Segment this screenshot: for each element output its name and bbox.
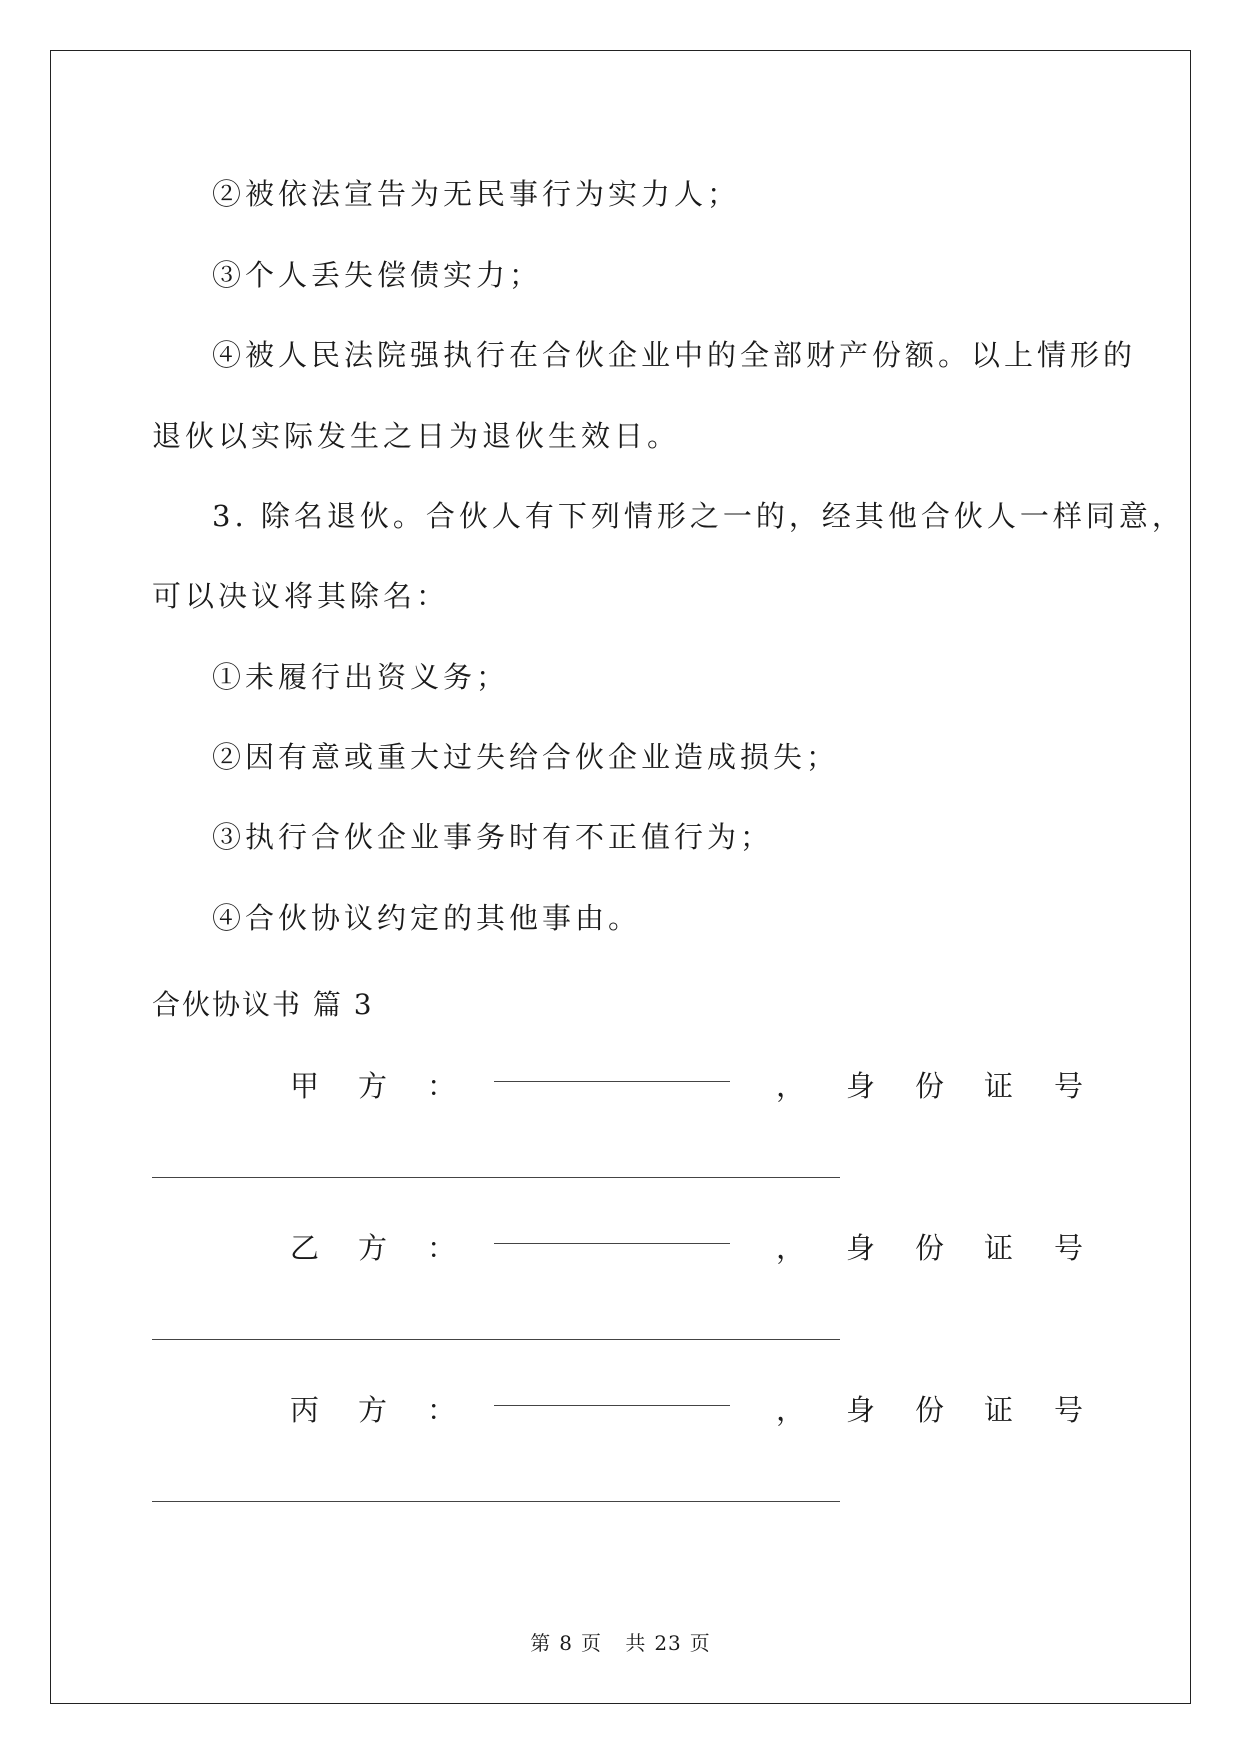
id-label-char: 证 (984, 1393, 1014, 1427)
page-number-group (526, 1631, 606, 1655)
clause-3-title: 3. 除名退伙。合伙人有下列情形之一的，经其他合伙人一样同意， (212, 499, 1185, 533)
id-label-char: 身 (846, 1393, 876, 1427)
party-row-a (152, 1064, 1092, 1104)
id-label-char: 号 (1054, 1393, 1084, 1427)
party-name-char: 方 (358, 1231, 388, 1265)
clause-3-item-1: ①未履行出资义务； (212, 660, 510, 694)
clause-2-item-4: ④被人民法院强执行在合伙企业中的全部财产份额。以上情形的 (212, 338, 1137, 372)
party-name-char: 甲 (290, 1069, 320, 1103)
id-label-char: 份 (915, 1069, 945, 1103)
clause-3-item-3: ③执行合伙企业事务时有不正值行为； (212, 820, 774, 854)
party-colon: ： (427, 1231, 457, 1265)
party-c-id-line (152, 1500, 840, 1502)
clause-3-title-continued: 可以决议将其除名： (152, 579, 450, 613)
party-row-c (152, 1388, 1092, 1428)
party-name-char: 方 (358, 1069, 388, 1103)
id-label-char: 份 (915, 1393, 945, 1427)
party-comma: ， (776, 1231, 806, 1265)
id-label-char: 身 (846, 1231, 876, 1265)
party-b-id-line (152, 1338, 840, 1340)
clause-3-item-2: ②因有意或重大过失给合伙企业造成损失； (212, 740, 840, 774)
clause-2-item-3: ③个人丢失偿债实力； (212, 258, 543, 292)
party-name-char: 方 (358, 1393, 388, 1427)
party-name-char: 乙 (290, 1231, 320, 1265)
total-suffix: 页 (689, 1631, 711, 1655)
section-heading: 合伙协议书 篇 3 (152, 988, 374, 1021)
page-footer (0, 1627, 1241, 1656)
party-name-blank (494, 1080, 730, 1082)
total-pages: 23 (654, 1631, 682, 1655)
id-label-char: 证 (984, 1231, 1014, 1265)
party-a-id-line (152, 1176, 840, 1178)
clause-2-item-4-continued: 退伙以实际发生之日为退伙生效日。 (152, 419, 681, 453)
page-suffix: 页 (580, 1631, 602, 1655)
party-row-b (152, 1226, 1092, 1266)
party-colon: ： (427, 1069, 457, 1103)
party-comma: ， (776, 1069, 806, 1103)
party-name-blank (494, 1242, 730, 1244)
total-prefix: 共 (625, 1631, 647, 1655)
page-border (50, 50, 1191, 1704)
clause-2-item-2: ②被依法宣告为无民事行为实力人； (212, 177, 741, 211)
page-prefix: 第 (530, 1631, 552, 1655)
id-label-char: 证 (984, 1069, 1014, 1103)
id-label-char: 号 (1054, 1231, 1084, 1265)
party-colon: ： (427, 1393, 457, 1427)
party-name-blank (494, 1404, 730, 1406)
total-pages-group (621, 1631, 714, 1655)
id-label-char: 份 (915, 1231, 945, 1265)
party-name-char: 丙 (290, 1393, 320, 1427)
id-label-char: 身 (846, 1069, 876, 1103)
id-label-char: 号 (1054, 1069, 1084, 1103)
page-number: 8 (559, 1631, 573, 1655)
party-comma: ， (776, 1393, 806, 1427)
clause-3-item-4: ④合伙协议约定的其他事由。 (212, 901, 642, 935)
